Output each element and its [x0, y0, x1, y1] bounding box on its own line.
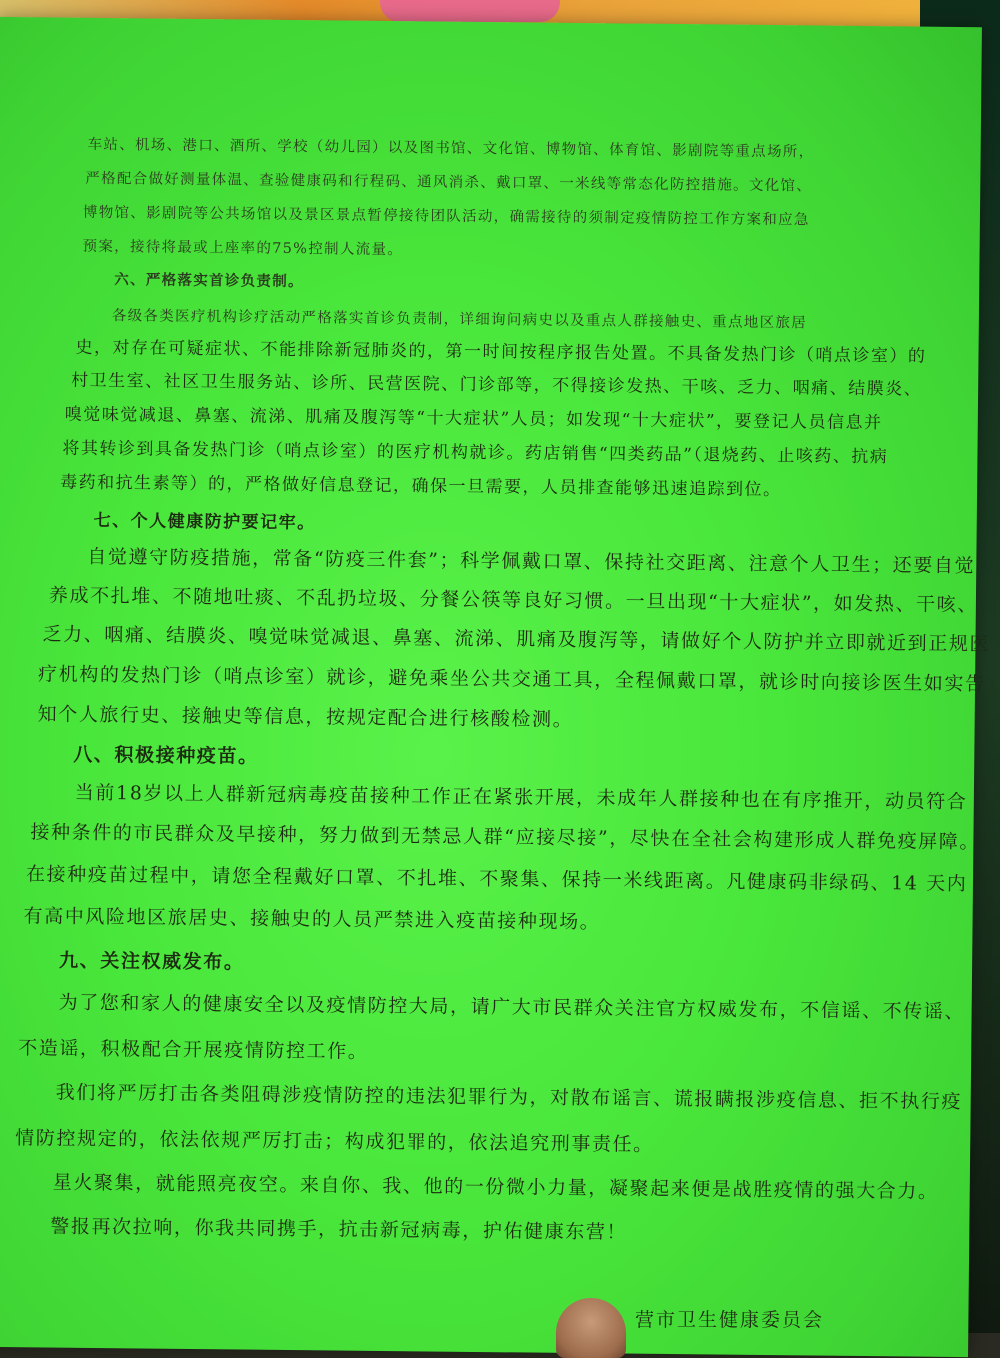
text-line: 养成不扎堆、不随地吐痰、不乱扔垃圾、分餐公筷等良好习惯。一旦出现“十大症状”，如发热、干咳、	[48, 584, 979, 617]
section-heading: 六、严格落实首诊负责制。	[114, 271, 304, 291]
text-line: 在接种疫苗过程中，请您全程戴好口罩、不扎堆、不聚集、保持一米线距离。凡健康码非绿码、14 天内	[25, 863, 968, 896]
text-line: 嗅觉味觉减退、鼻塞、流涕、肌痛及腹泻等“十大症状”人员；如发现“十大症状”，要登记人员信息并	[64, 404, 883, 434]
text-line: 我们将严厉打击各类阻碍涉疫情防控的违法犯罪行为，对散布谣言、谎报瞒报涉疫信息、拒不执行疫	[55, 1081, 963, 1114]
text-line: 史，对存在可疑症状、不能排除新冠肺炎的，第一时间按程序报告处置。不具备发热门诊（哨点诊室）的	[75, 337, 927, 367]
text-line: 博物馆、影剧院等公共场馆以及景区景点暂停接待团队活动，确需接待的须制定疫情防控工作方案和应急	[82, 204, 810, 229]
text-line: 有高中风险地区旅居史、接触史的人员严禁进入疫苗接种现场。	[23, 905, 601, 934]
text-line: 情防控规定的，依法依规严厉打击；构成犯罪的，依法追究刑事责任。	[15, 1127, 654, 1156]
text-line: 乏力、咽痛、结膜炎、嗅觉味觉减退、鼻塞、流涕、肌痛及腹泻等，请做好个人防护并立即就近到正规医	[42, 623, 991, 656]
text-line: 毒药和抗生素等）的，严格做好信息登记，确保一旦需要，人员排查能够迅速追踪到位。	[60, 472, 782, 501]
text-line: 不造谣，积极配合开展疫情防控工作。	[18, 1037, 369, 1063]
section-heading: 八、积极接种疫苗。	[73, 743, 259, 768]
text-line: 警报再次拉响，你我共同携手，抗击新冠病毒，护佑健康东营！	[50, 1215, 628, 1244]
section-heading: 九、关注权威发布。	[58, 949, 245, 974]
text-line: 各级各类医疗机构诊疗活动严格落实首诊负责制，详细询问病史以及重点人群接触史、重点地区旅居	[111, 308, 808, 332]
paper-sheet	[0, 17, 991, 1357]
text-line: 车站、机场、港口、酒所、学校（幼儿园）以及图书馆、文化馆、博物馆、体育馆、影剧院等重点场所，	[87, 136, 815, 161]
text-line: 知个人旅行史、接触史等信息，按规定配合进行核酸检测。	[37, 703, 574, 731]
section-heading: 七、个人健康防护要记牢。	[93, 510, 316, 534]
text-line: 预案，接待将最或上座率的75%控制人流量。	[82, 238, 404, 259]
text-line: 为了您和家人的健康安全以及疫情防控大局，请广大市民群众关注官方权威发布，不信谣、不传谣、	[58, 991, 966, 1024]
text-line: 星火聚集，就能照亮夜空。来自你、我、他的一份微小力量，凝聚起来便是战胜疫情的强大合力。	[52, 1171, 939, 1203]
text-line: 严格配合做好测量体温、查验健康码和行程码、通风消杀、戴口罩、一米线等常态化防控措施。文化馆、	[85, 170, 813, 195]
text-line: 接种条件的市民群众及早接种，努力做到无禁忌人群“应接尽接”，尽快在全社会构建形成人群免疫屏障。	[30, 821, 981, 854]
text-line: 当前18岁以上人群新冠病毒疫苗接种工作正在紧张开展，未成年人群接种也在有序推开，动员符合	[74, 781, 968, 814]
text-line: 疗机构的发热门诊（哨点诊室）就诊，避免乘坐公共交通工具，全程佩戴口罩，就诊时向接诊医生如实告	[37, 663, 986, 696]
text-line: 自觉遵守防疫措施，常备“防疫三件套”；科学佩戴口罩、保持社交距离、注意个人卫生；还要自觉	[87, 545, 976, 578]
background-pink-object	[380, 0, 560, 22]
text-line: 将其转诊到具备发热门诊（哨点诊室）的医疗机构就诊。药店销售“四类药品”（退烧药、止咳药、抗病	[62, 438, 889, 468]
signature-line: 营市卫生健康委员会	[635, 1309, 825, 1331]
text-line: 村卫生室、社区卫生服务站、诊所、民营医院、门诊部等，不得接诊发热、干咳、乏力、咽痛、结膜炎、	[71, 370, 923, 400]
